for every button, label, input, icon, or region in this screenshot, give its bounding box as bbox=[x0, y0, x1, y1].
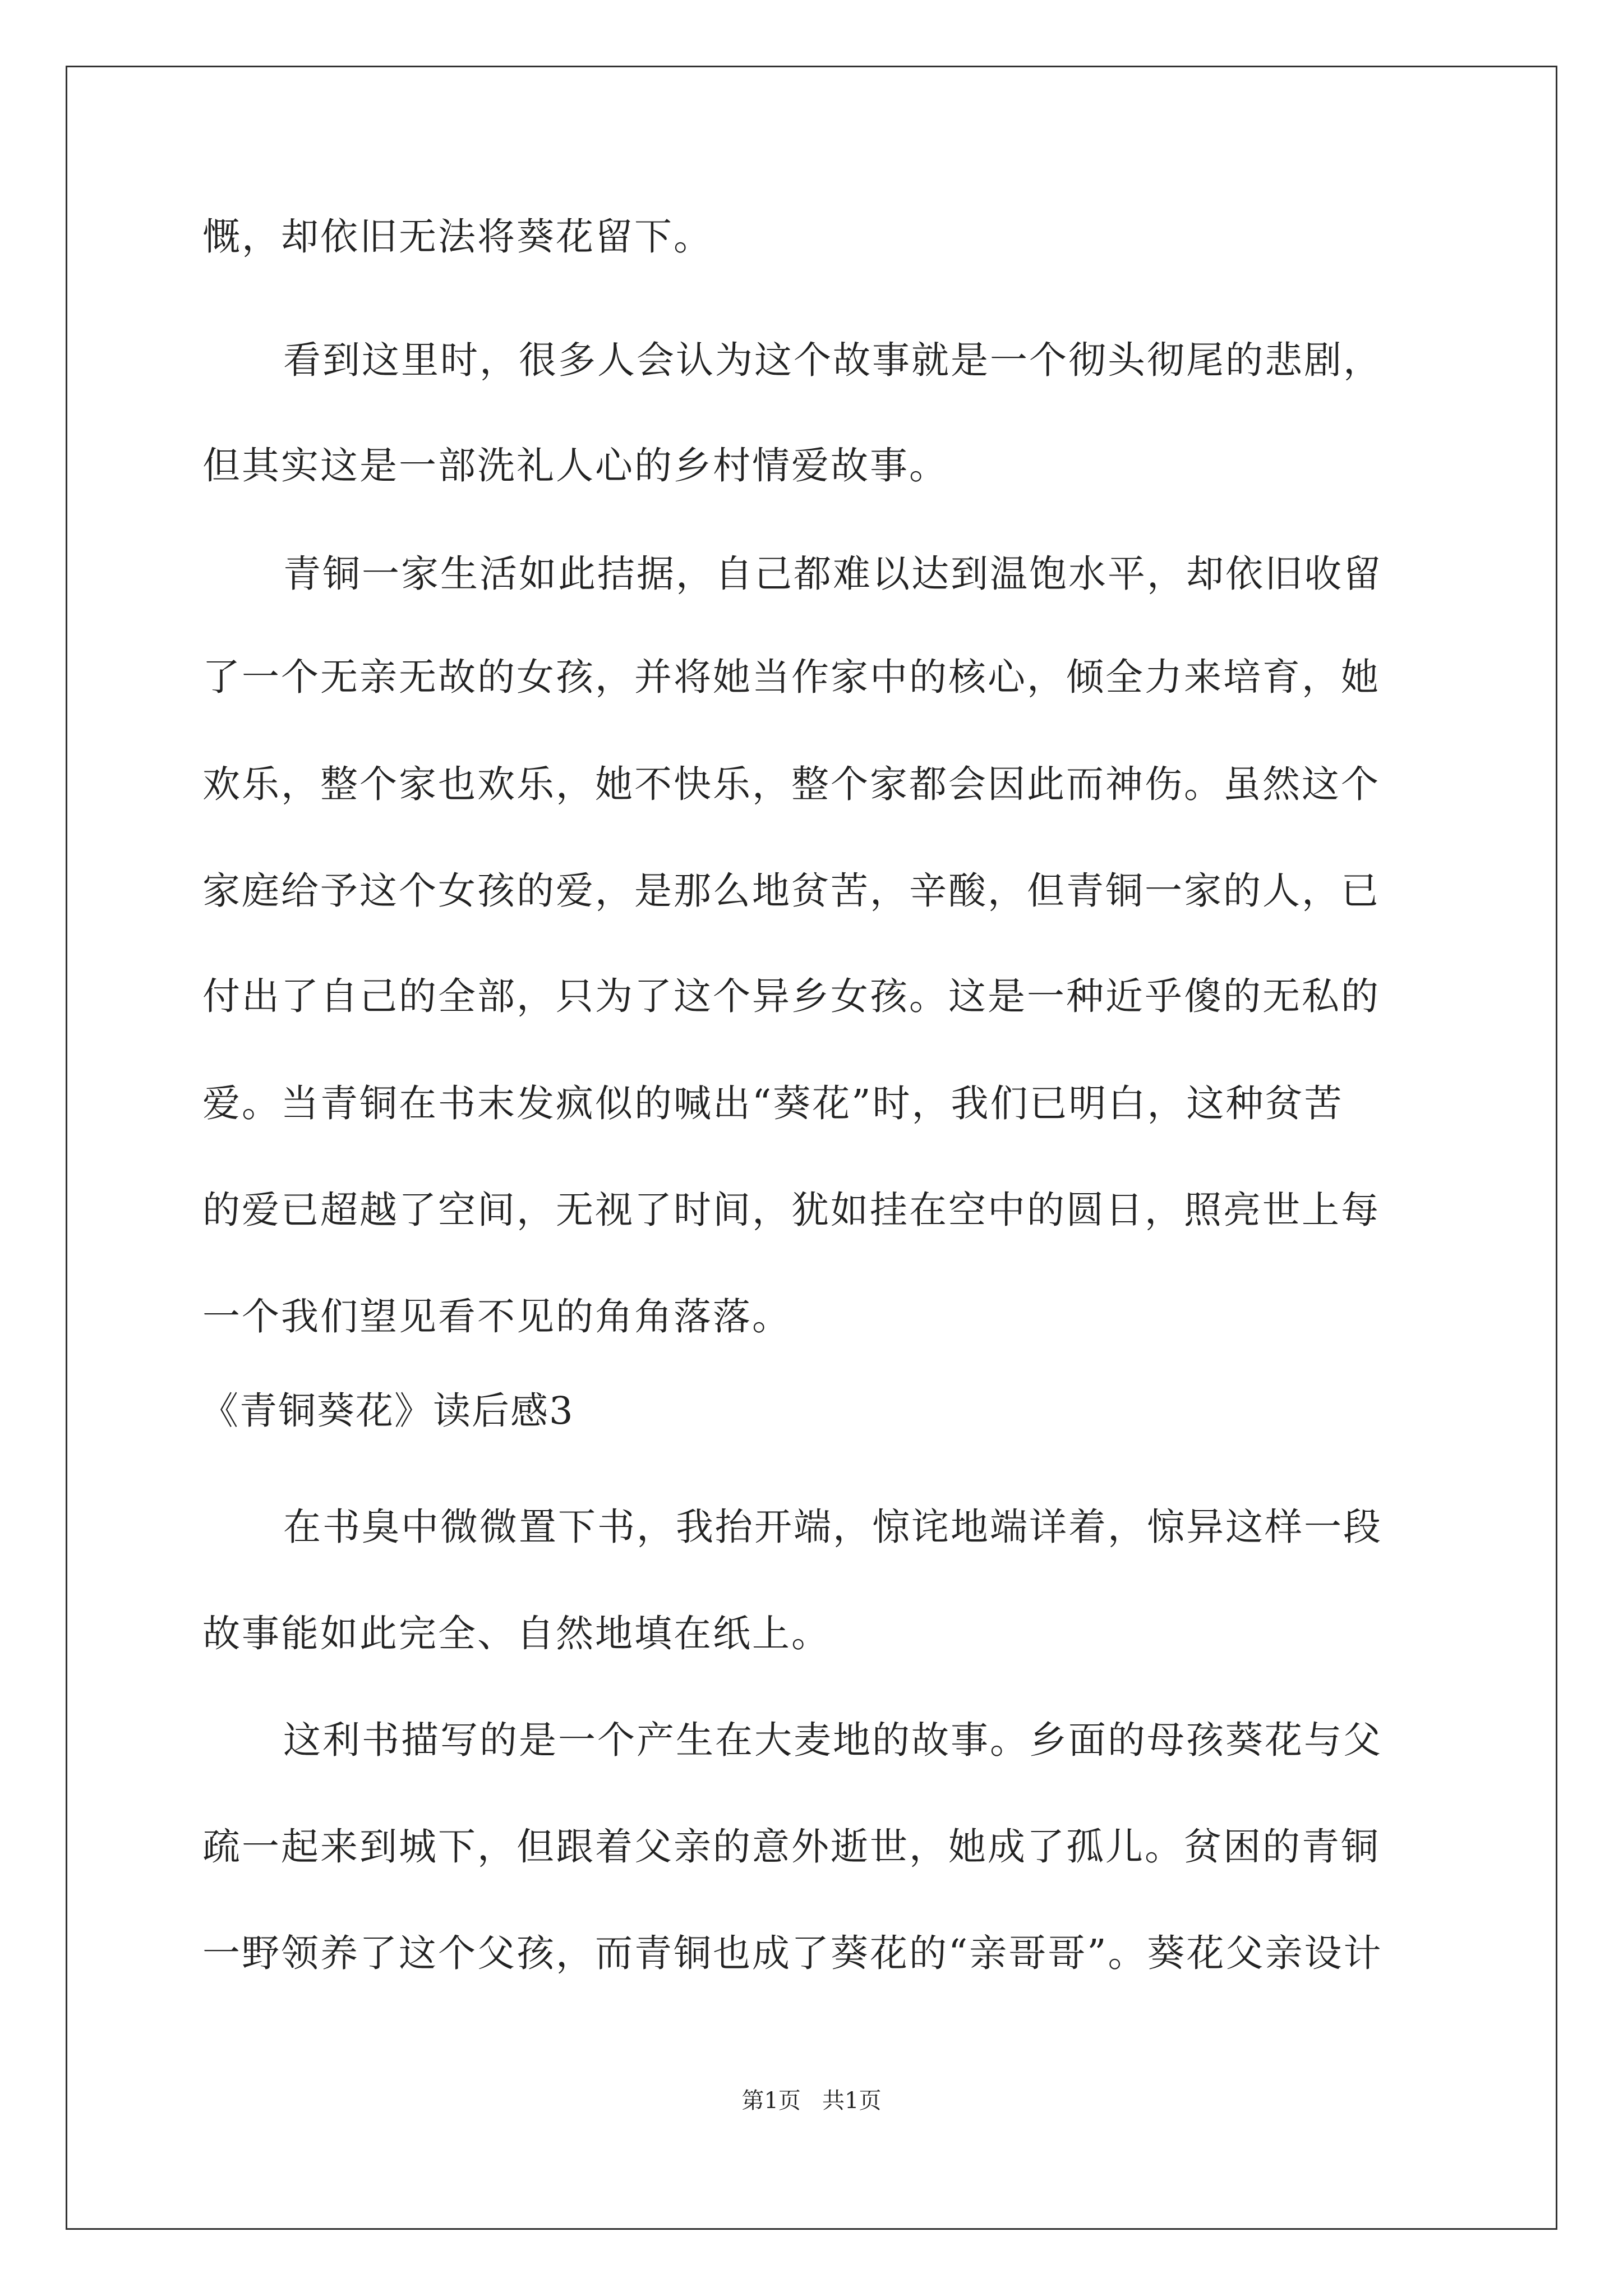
text-line: 的爱已超越了空间，无视了时间，犹如挂在空中的圆日，照亮世上每 bbox=[202, 1188, 1380, 1232]
paragraph-line: 在书臭中微微置下书，我抬开端，惊诧地端详着，惊异这样一段 bbox=[283, 1505, 1382, 1549]
text-line: 但其实这是一部洗礼人心的乡村情爱故事。 bbox=[202, 444, 948, 487]
section-heading: 《青铜葵花》读后感3 bbox=[201, 1389, 574, 1433]
page-number-footer: 第1页 共1页 bbox=[741, 2088, 882, 2114]
page-frame bbox=[66, 66, 1557, 2230]
paragraph-line: 这利书描写的是一个产生在大麦地的故事。乡面的母孩葵花与父 bbox=[283, 1718, 1382, 1762]
text-line: 付出了自己的全部，只为了这个异乡女孩。这是一种近乎傻的无私的 bbox=[202, 974, 1380, 1018]
text-line: 故事能如此完全、自然地填在纸上。 bbox=[202, 1612, 831, 1655]
text-line: 欢乐，整个家也欢乐，她不快乐，整个家都会因此而神伤。虽然这个 bbox=[202, 762, 1380, 806]
text-line: 慨，却依旧无法将葵花留下。 bbox=[202, 215, 713, 259]
paragraph-line: 青铜一家生活如此拮据，自己都难以达到温饱水平，却依旧收留 bbox=[283, 552, 1382, 596]
paragraph-line: 看到这里时，很多人会认为这个故事就是一个彻头彻尾的悲剧， bbox=[283, 338, 1382, 382]
text-line: 家庭给予这个女孩的爱，是那么地贫苦，辛酸，但青铜一家的人，已 bbox=[202, 869, 1380, 913]
text-line: 疏一起来到城下，但跟着父亲的意外逝世，她成了孤儿。贫困的青铜 bbox=[202, 1825, 1380, 1869]
text-line: 了一个无亲无故的女孩，并将她当作家中的核心，倾全力来培育，她 bbox=[202, 655, 1380, 699]
text-line: 一个我们望见看不见的角角落落。 bbox=[202, 1295, 791, 1338]
text-line: 爱。当青铜在书末发疯似的喊出“葵花”时，我们已明白，这种贫苦 bbox=[202, 1082, 1344, 1125]
text-line: 一野领养了这个父孩，而青铜也成了葵花的“亲哥哥”。葵花父亲设计 bbox=[202, 1931, 1383, 1975]
